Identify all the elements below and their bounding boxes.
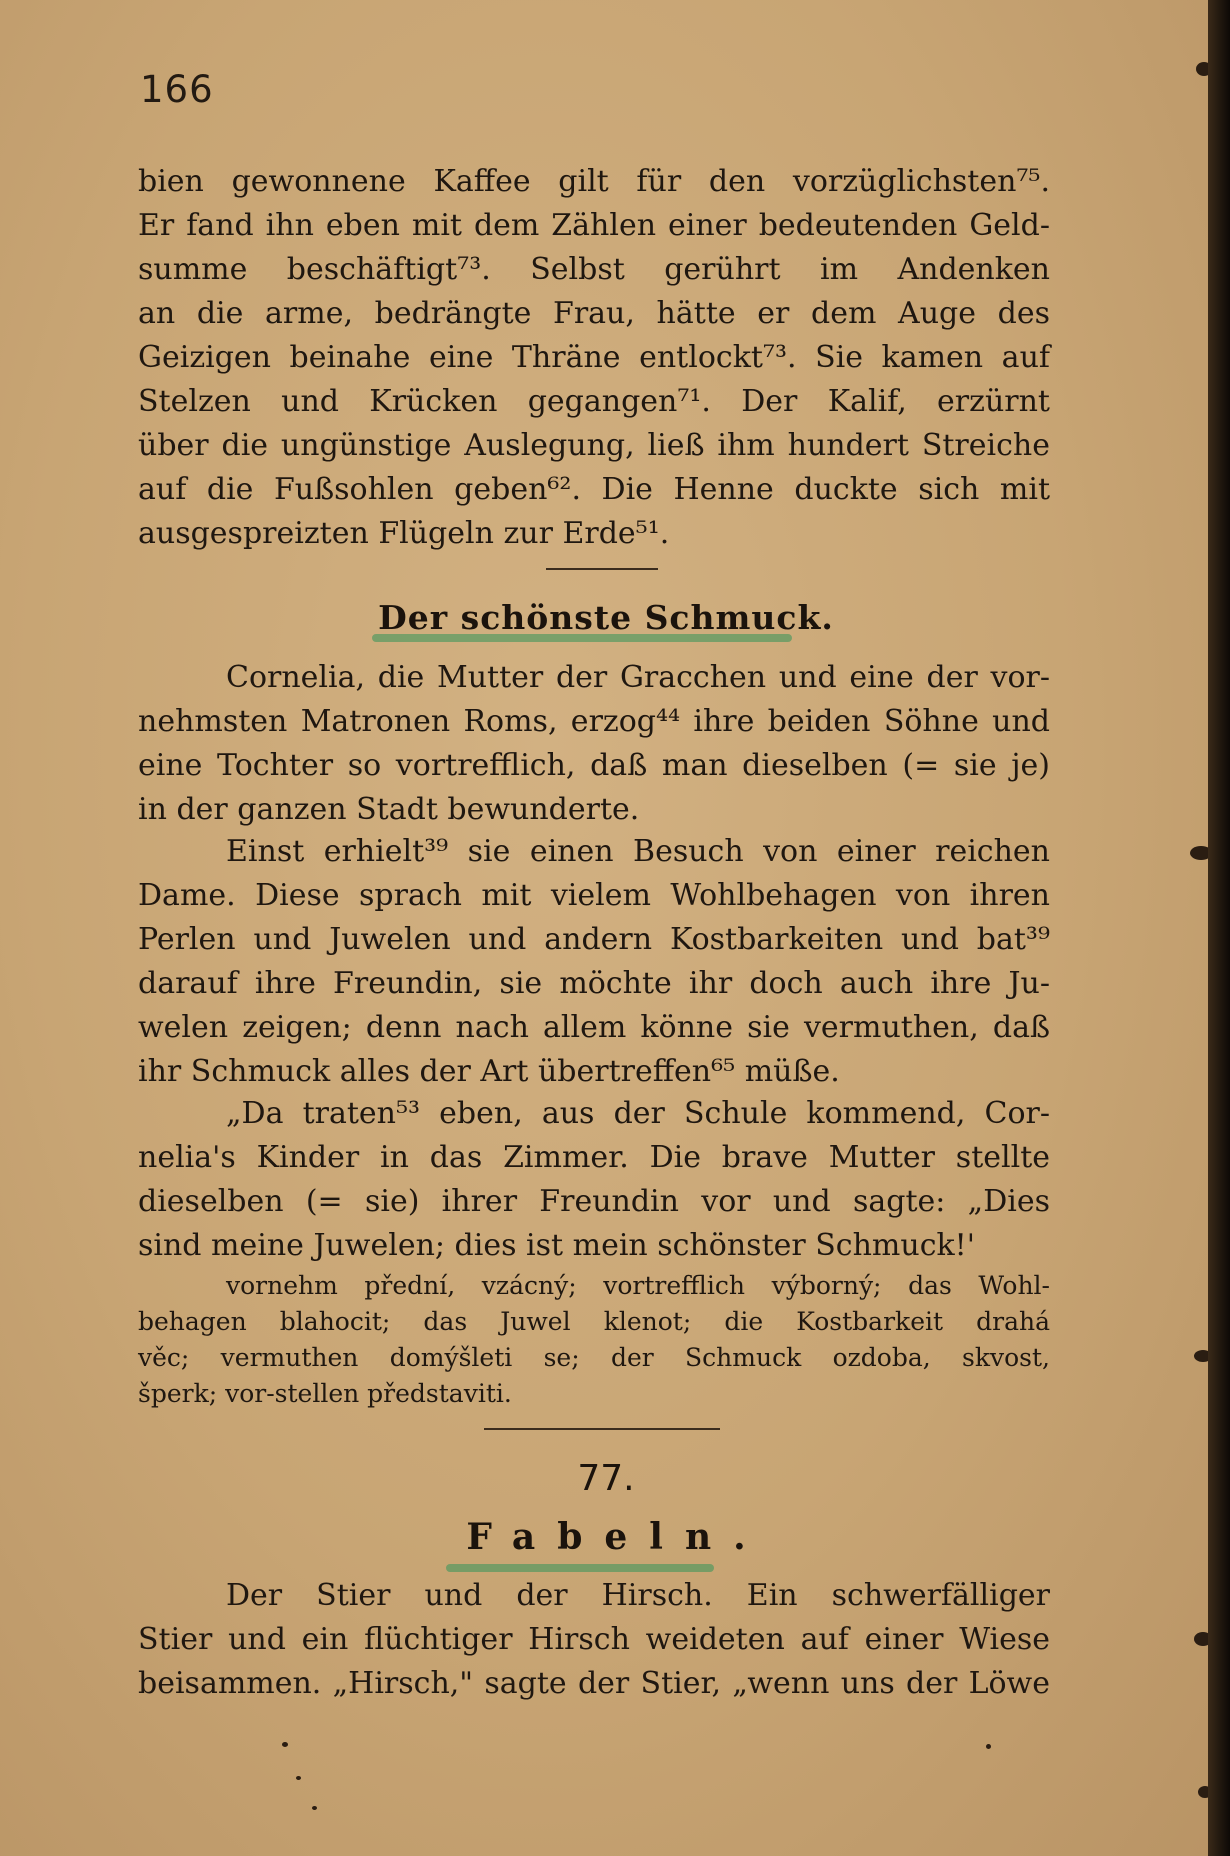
glossary-line: vornehm přední, vzácný; vortrefflich výborný; das Wohl-: [226, 1271, 1050, 1300]
paragraph-cornelia: [138, 656, 1050, 832]
text-line: Er fand ihn eben mit dem Zählen einer bedeutenden Geld-: [138, 208, 1050, 243]
text-line: beisammen. „Hirsch," sagte der Stier, „wenn uns der Löwe: [138, 1666, 1050, 1701]
paragraph-kinder: [138, 1092, 1050, 1268]
book-binding-edge: [1208, 0, 1230, 1856]
top-passage: [138, 160, 1050, 556]
text-line: Einst erhielt³⁹ sie einen Besuch von einer reichen: [226, 834, 1050, 869]
text-line: welen zeigen; denn nach allem könne sie vermuthen, daß: [138, 1010, 1050, 1045]
text-line: über die ungünstige Auslegung, ließ ihm hundert Streiche: [138, 428, 1050, 463]
text-line: Cornelia, die Mutter der Gracchen und eine der vor-: [226, 660, 1050, 695]
text-line: Dame. Diese sprach mit vielem Wohlbehagen von ihren: [138, 878, 1050, 913]
text-line: in der ganzen Stadt bewunderte.: [138, 792, 640, 827]
ink-speck: [312, 1806, 317, 1810]
text-line: Stelzen und Krücken gegangen⁷¹. Der Kalif, erzürnt: [138, 384, 1050, 419]
glossary-schmuck: [138, 1268, 1050, 1412]
text-line: auf die Fußsohlen geben⁶². Die Henne duckte sich mit: [138, 472, 1050, 507]
section-divider: [484, 1428, 720, 1430]
text-line: nehmsten Matronen Roms, erzog⁴⁴ ihre beiden Söhne und: [138, 704, 1050, 739]
section-title-schmuck: Der schönste Schmuck.: [378, 598, 834, 637]
text-line: „Da traten⁵³ eben, aus der Schule kommend, Cor-: [226, 1096, 1050, 1131]
text-line: ausgespreizten Flügeln zur Erde⁵¹.: [138, 516, 670, 551]
ink-speck: [296, 1776, 301, 1780]
text-line: Perlen und Juwelen und andern Kostbarkeiten und bat³⁹: [138, 922, 1050, 957]
section-title-fabeln: Fabeln.: [466, 1516, 768, 1558]
ink-speck: [986, 1744, 991, 1749]
text-line: Der Stier und der Hirsch. Ein schwerfälliger: [226, 1578, 1050, 1613]
text-line: Stier und ein flüchtiger Hirsch weideten auf einer Wiese: [138, 1622, 1050, 1657]
text-line: bien gewonnene Kaffee gilt für den vorzüglichsten⁷⁵.: [138, 164, 1050, 199]
page-number: 166: [140, 68, 214, 111]
glossary-line: věc; vermuthen domýšleti se; der Schmuck ozdoba, skvost,: [138, 1343, 1050, 1372]
section-divider: [546, 568, 658, 570]
text-line: ihr Schmuck alles der Art übertreffen⁶⁵ müße.: [138, 1054, 840, 1089]
section-number: 77.: [577, 1458, 635, 1499]
text-line: an die arme, bedrängte Frau, hätte er dem Auge des: [138, 296, 1050, 331]
text-line: Geizigen beinahe eine Thräne entlockt⁷³. Sie kamen auf: [138, 340, 1050, 375]
green-highlight-mark: [446, 1564, 714, 1572]
glossary-line: šperk; vor-stellen představiti.: [138, 1379, 512, 1408]
text-line: sind meine Juwelen; dies ist mein schönster Schmuck!': [138, 1228, 975, 1263]
glossary-line: behagen blahocit; das Juwel klenot; die Kostbarkeit drahá: [138, 1307, 1050, 1336]
text-line: eine Tochter so vortrefflich, daß man dieselben (= sie je): [138, 748, 1050, 783]
paragraph-stier-hirsch: [138, 1574, 1050, 1706]
text-line: dieselben (= sie) ihrer Freundin vor und sagte: „Dies: [138, 1184, 1050, 1219]
ink-speck: [282, 1742, 288, 1747]
text-line: summe beschäftigt⁷³. Selbst gerührt im Andenken: [138, 252, 1050, 287]
paragraph-besuch: [138, 830, 1050, 1094]
text-line: nelia's Kinder in das Zimmer. Die brave Mutter stellte: [138, 1140, 1050, 1175]
text-line: darauf ihre Freundin, sie möchte ihr doch auch ihre Ju-: [138, 966, 1050, 1001]
